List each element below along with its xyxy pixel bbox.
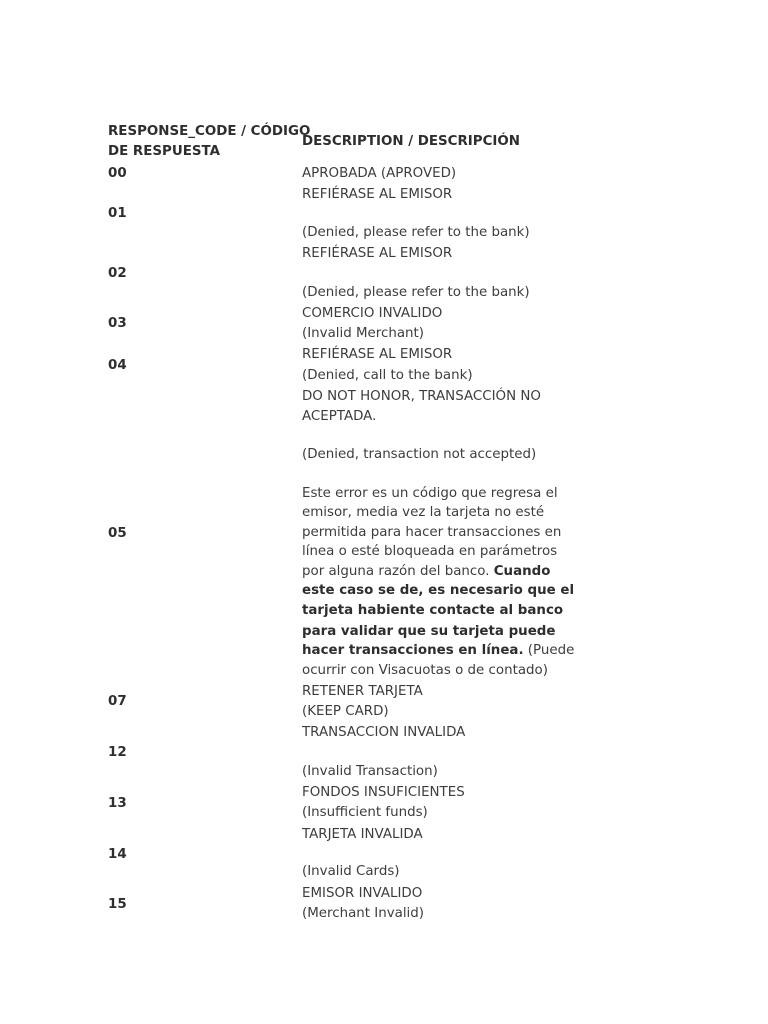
desc-05-para-8: para validar que su tarjeta puede xyxy=(302,624,556,639)
desc-05-para-4: línea o esté bloqueada en parámetros xyxy=(302,544,558,559)
desc-04-line2: (Denied, call to the bank) xyxy=(302,368,473,383)
desc-05-para-5 xyxy=(302,562,550,582)
desc-03-line2: (Invalid Merchant) xyxy=(302,326,425,341)
desc-05-para-10: ocurrir con Visacuotas o de contado) xyxy=(302,663,548,678)
desc-05-para-1: Este error es un código que regresa el xyxy=(302,486,558,501)
desc-05-para-9-normal: (Puede xyxy=(523,643,575,658)
desc-12-line2: (Invalid Transaction) xyxy=(302,764,438,779)
desc-05-para-5-normal: por alguna razón del banco. xyxy=(302,564,494,579)
header-code-line2: DE RESPUESTA xyxy=(108,144,220,159)
code-03: 03 xyxy=(108,316,127,331)
code-14: 14 xyxy=(108,847,127,862)
desc-14-line2: (Invalid Cards) xyxy=(302,864,400,879)
code-13: 13 xyxy=(108,796,127,811)
code-00: 00 xyxy=(108,166,127,181)
desc-05-para-9-bold: hacer transacciones en línea. xyxy=(302,643,524,658)
desc-07-line1: RETENER TARJETA xyxy=(302,684,423,699)
desc-03-line1: COMERCIO INVALIDO xyxy=(302,306,443,321)
desc-05-para-7: tarjeta habiente contacte al banco xyxy=(302,603,564,618)
desc-05-para-5-bold: Cuando xyxy=(493,564,551,579)
code-05: 05 xyxy=(108,526,127,541)
code-07: 07 xyxy=(108,694,127,709)
desc-02-line2: (Denied, please refer to the bank) xyxy=(302,285,530,300)
desc-15-line1: EMISOR INVALIDO xyxy=(302,886,423,901)
desc-05-para-2: emisor, media vez la tarjeta no esté xyxy=(302,505,545,520)
code-04: 04 xyxy=(108,358,127,373)
code-01: 01 xyxy=(108,206,127,221)
desc-05-line3: (Denied, transaction not accepted) xyxy=(302,447,537,462)
desc-05-line2: ACEPTADA. xyxy=(302,409,377,424)
desc-14-line1: TARJETA INVALIDA xyxy=(302,827,423,842)
code-12: 12 xyxy=(108,745,127,760)
code-02: 02 xyxy=(108,266,127,281)
desc-01-line1: REFIÉRASE AL EMISOR xyxy=(302,187,453,202)
desc-00-line1: APROBADA (APROVED) xyxy=(302,166,457,181)
desc-07-line2: (KEEP CARD) xyxy=(302,704,389,719)
desc-05-para-3: permitida para hacer transacciones en xyxy=(302,525,562,540)
header-code-line1: RESPONSE_CODE / CÓDIGO xyxy=(108,124,311,139)
code-15: 15 xyxy=(108,897,127,912)
header-description: DESCRIPTION / DESCRIPCIÓN xyxy=(302,134,521,149)
desc-05-para-9 xyxy=(302,641,574,661)
desc-05-line1: DO NOT HONOR, TRANSACCIÓN NO xyxy=(302,389,541,404)
desc-12-line1: TRANSACCION INVALIDA xyxy=(302,725,466,740)
desc-04-line1: REFIÉRASE AL EMISOR xyxy=(302,347,453,362)
desc-15-line2: (Merchant Invalid) xyxy=(302,906,425,921)
desc-01-line2: (Denied, please refer to the bank) xyxy=(302,225,530,240)
desc-13-line1: FONDOS INSUFICIENTES xyxy=(302,785,465,800)
desc-13-line2: (Insufficient funds) xyxy=(302,805,428,820)
desc-05-para-6: este caso se de, es necesario que el xyxy=(302,583,575,598)
desc-02-line1: REFIÉRASE AL EMISOR xyxy=(302,246,453,261)
